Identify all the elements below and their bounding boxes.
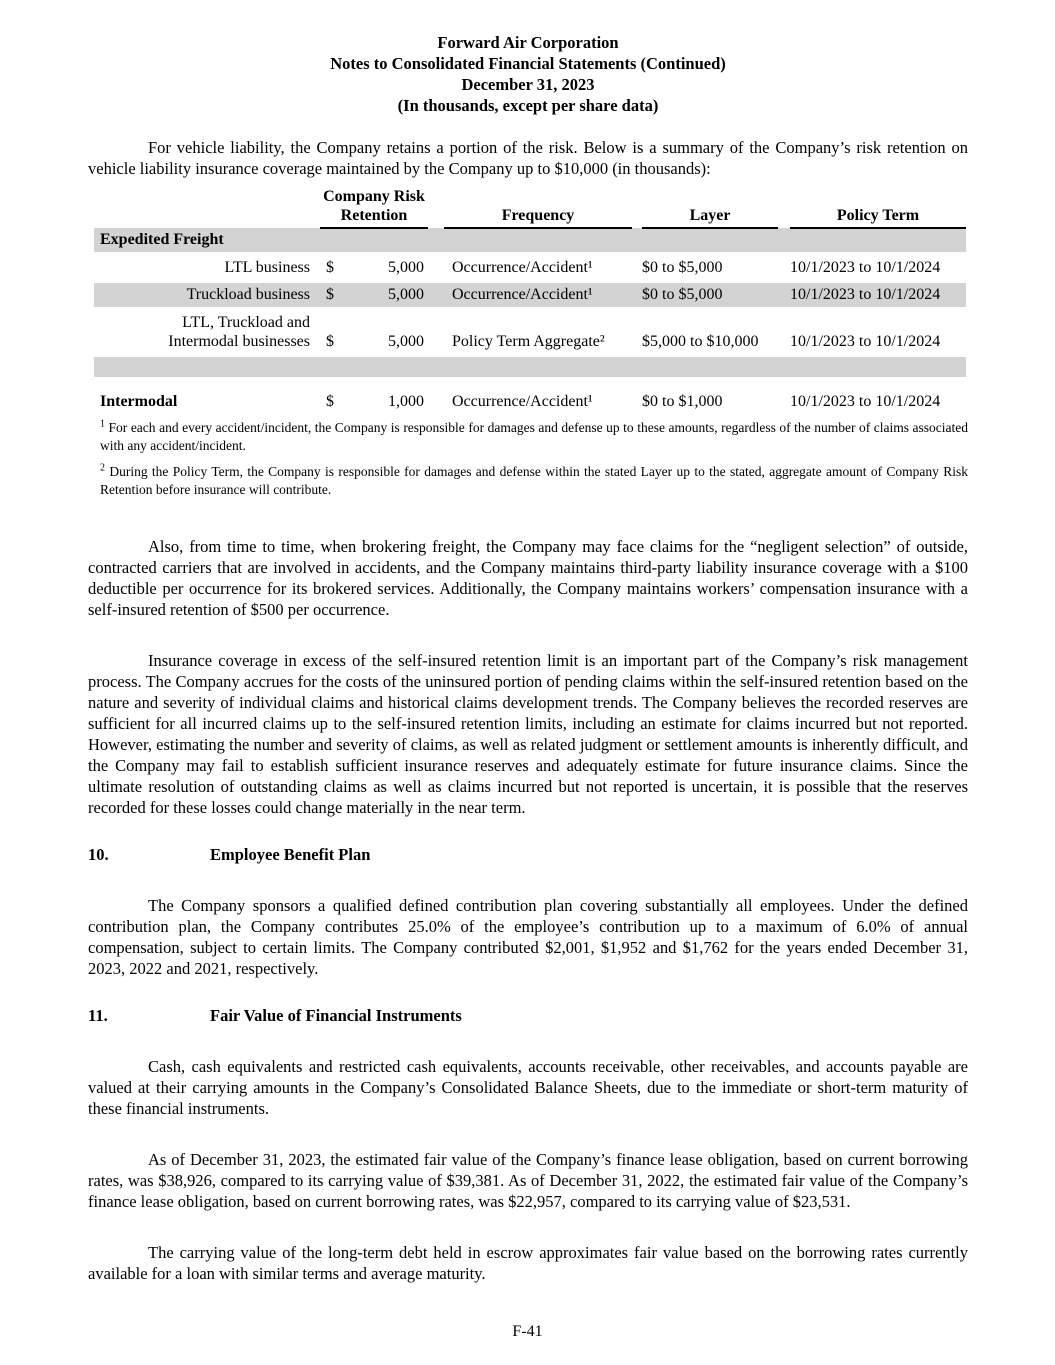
paragraph-finance-lease: As of December 31, 2023, the estimated fair value of the Company’s finance lease obligation, based on current borrowing rates, was $38,926, compared to its carrying value of $39,381. As of December 31, 2022, the estimated fair value of the Company’s finance lease obligation, based on current borrowing rates, was $22,957, compared to its carrying value of $23,531.	[88, 1150, 968, 1211]
table-row-ltl-truckload-intermodal	[94, 307, 966, 357]
statement-date: December 31, 2023	[461, 75, 595, 94]
layer-value: $0 to $5,000	[642, 286, 723, 303]
column-header-policy-term: Policy Term	[790, 187, 966, 228]
footnote-2	[88, 463, 968, 498]
table-row-truckload-business	[94, 283, 966, 307]
table-row-expedited-freight	[94, 228, 966, 252]
row-label: Expedited Freight	[100, 231, 224, 248]
footnote-1-text: For each and every accident/incident, the Company is responsible for damages and defense up to these amounts, regardless of the number of claims associated with any accident/incident.	[100, 420, 968, 453]
retention-amount: 5,000	[388, 259, 424, 276]
risk-retention-table	[94, 187, 966, 414]
dollar-sign: $	[326, 286, 334, 303]
table-header-row	[94, 187, 966, 228]
row-label: Intermodal	[100, 393, 178, 410]
policy-term-value: 10/1/2023 to 10/1/2024	[790, 393, 941, 410]
label-column-header	[94, 187, 320, 228]
layer-value: $5,000 to $10,000	[642, 333, 759, 350]
paragraph-fair-value-cash: Cash, cash equivalents and restricted cash equivalents, accounts receivable, other receivables, and accounts payable are valued at their carrying amounts in the Company’s Consolidated Balance Sheets, due to the immediate or short-term maturity of these financial instruments.	[88, 1057, 968, 1118]
retention-amount: 1,000	[388, 393, 424, 410]
section-10-number: 10.	[88, 845, 109, 864]
dollar-sign: $	[326, 393, 334, 410]
document-title: Notes to Consolidated Financial Statements (Continued)	[330, 54, 726, 73]
section-10-title: Employee Benefit Plan	[210, 845, 371, 864]
footnote-2-marker: 2	[100, 462, 105, 474]
company-name: Forward Air Corporation	[437, 33, 619, 52]
footnote-1	[88, 419, 968, 454]
section-11-title: Fair Value of Financial Instruments	[210, 1006, 462, 1025]
frequency-value: Occurrence/Accident¹	[452, 393, 593, 410]
table-spacer-row	[94, 357, 966, 377]
column-header-frequency: Frequency	[444, 187, 632, 228]
footnote-1-marker: 1	[100, 418, 105, 430]
layer-value: $0 to $5,000	[642, 259, 723, 276]
frequency-value: Occurrence/Accident¹	[452, 259, 593, 276]
table-row-intermodal	[94, 390, 966, 414]
document-header	[88, 32, 968, 116]
layer-value: $0 to $1,000	[642, 393, 723, 410]
retention-amount: 5,000	[388, 286, 424, 303]
paragraph-insurance-coverage: Insurance coverage in excess of the self-insured retention limit is an important part of the Company’s risk management process. The Company accrues for the costs of the uninsured portion of pending claims within the self-insured retention based on the nature and severity of individual claims and historical claims development trends. The Company believes the recorded reserves are sufficient for all incurred claims up to the self-insured retention limits, including an estimate for claims incurred but not reported. However, estimating the number and severity of claims, as well as related judgment or settlement amounts is inherently difficult, and the Company may fail to establish sufficient insurance reserves and adequately estimate for future insurance claims. Since the ultimate resolution of outstanding claims as well as claims incurred but not reported is uncertain, it is possible that the reserves recorded for these losses could change materially in the near term.	[88, 651, 968, 817]
retention-amount: 5,000	[388, 333, 424, 350]
intro-paragraph: For vehicle liability, the Company retains a portion of the risk. Below is a summary of the Company’s risk retention on vehicle liability insurance coverage maintained by the Company up to $10,000 (in thousands):	[88, 138, 968, 178]
section-11-number: 11.	[88, 1006, 108, 1025]
paragraph-benefit-plan: The Company sponsors a qualified defined contribution plan covering substantially all employees. Under the defined contribution plan, the Company contributes 25.0% of the employee’s contribution up to a maximum of 6.0% of annual compensation, subject to certain limits. The Company contributed $2,001, $1,952 and $1,762 for the years ended December 31, 2023, 2022 and 2021, respectively.	[88, 896, 968, 978]
paragraph-long-term-debt: The carrying value of the long-term debt held in escrow approximates fair value based on the borrowing rates currently available for a loan with similar terms and average maturity.	[88, 1243, 968, 1283]
frequency-value: Policy Term Aggregate²	[452, 333, 605, 350]
row-label: LTL business	[224, 259, 310, 276]
paragraph-brokered-freight: Also, from time to time, when brokering freight, the Company may face claims for the “negligent selection” of outside, contracted carriers that are involved in accidents, and the Company maintains third-party liability insurance coverage with a $100 deductible per occurrence for its brokered services. Additionally, the Company maintains workers’ compensation insurance with a self-insured retention of $500 per occurrence.	[88, 537, 968, 619]
column-header-retention: Company Risk Retention	[320, 187, 428, 228]
table-row-ltl-business	[94, 252, 966, 283]
row-label: Truckload business	[186, 286, 310, 303]
dollar-sign: $	[326, 333, 334, 350]
section-11-heading	[88, 1005, 968, 1026]
row-label: LTL, Truckload and Intermodal businesses	[168, 314, 310, 350]
policy-term-value: 10/1/2023 to 10/1/2024	[790, 286, 941, 303]
footnote-2-text: During the Policy Term, the Company is responsible for damages and defense within the stated Layer up to the stated, aggregate amount of Company Risk Retention before insurance will contribute.	[100, 464, 968, 497]
frequency-value: Occurrence/Accident¹	[452, 286, 593, 303]
section-10-heading	[88, 844, 968, 865]
column-header-layer: Layer	[642, 187, 778, 228]
units-note: (In thousands, except per share data)	[397, 96, 659, 115]
table-gap-row	[94, 377, 966, 390]
policy-term-value: 10/1/2023 to 10/1/2024	[790, 333, 941, 350]
dollar-sign: $	[326, 259, 334, 276]
page-number: F-41	[512, 1323, 543, 1340]
policy-term-value: 10/1/2023 to 10/1/2024	[790, 259, 941, 276]
